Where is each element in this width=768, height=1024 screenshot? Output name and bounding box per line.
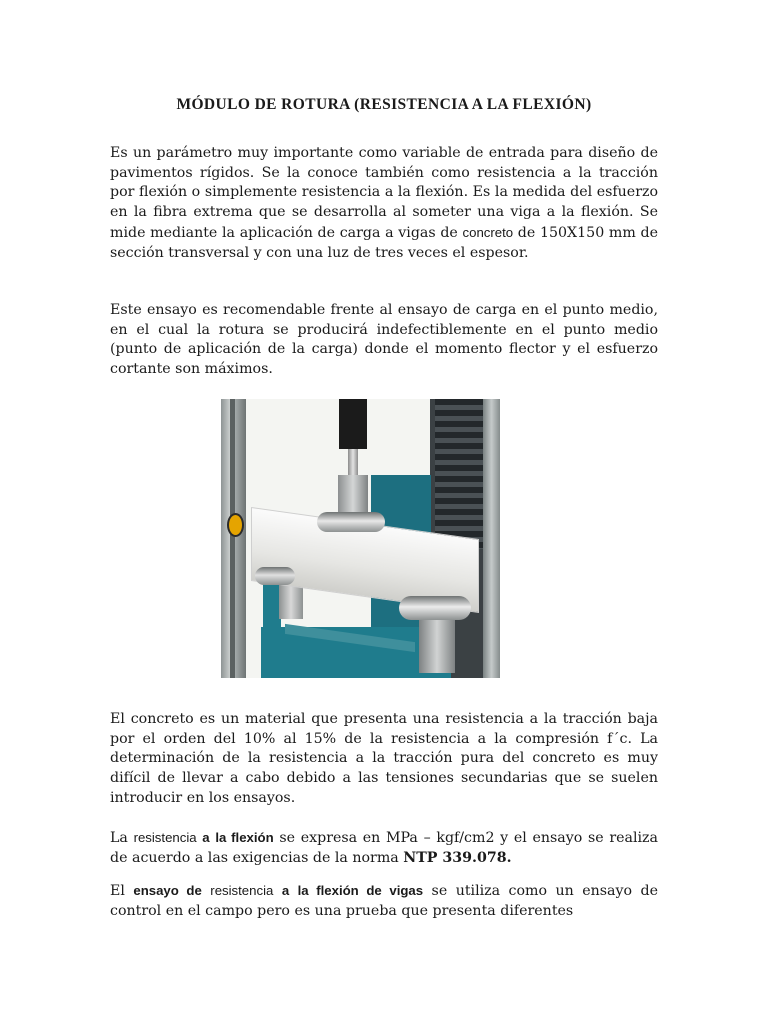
p4-norm-ntp: NTP 339.078. <box>403 849 512 866</box>
p5-term-a: a <box>281 883 290 898</box>
p5-text-a: El <box>110 883 134 899</box>
bellows-cover <box>435 399 483 549</box>
p5-text-f: se utiliza como un ensayo de control en el campo pero es una prueba que presenta diferentes <box>110 883 658 919</box>
column-slot <box>230 399 235 678</box>
p4-text-e: se expresa en MPa – kgf/cm2 y el ensayo se realiza de acuerdo a las exigencias de la norma <box>110 830 658 866</box>
p5-term-flexion-vigas: la flexión de vigas <box>297 883 424 898</box>
p1-term-concreto: concreto <box>462 224 514 240</box>
right-roller <box>399 596 471 620</box>
p1-text-a: Es un parámetro muy importante como variable de entrada para diseño de pavimentos rígidos. Se la conoce también como resistencia a la tracción por flexión o simplemente resistencia a la flexión. Es la medida del esfuerzo en la fibra extrema que se desarrolla al someter una viga a la flexión. Se mide mediante la aplicación de carga a vigas de <box>110 145 658 241</box>
p4-term-a: a <box>202 830 210 845</box>
right-column-edge <box>483 399 500 678</box>
left-support <box>279 583 303 619</box>
page-title: MÓDULO DE ROTURA (RESISTENCIA A LA FLEXIÓN) <box>176 96 592 113</box>
load-cell <box>339 399 367 449</box>
load-stem <box>348 449 358 477</box>
flexural-test-photo <box>221 399 500 678</box>
load-roller <box>317 512 385 532</box>
yellow-knob <box>227 513 244 537</box>
p4-term-resistencia: resistencia <box>133 830 197 845</box>
p5-term-resistencia: resistencia <box>210 883 274 898</box>
left-roller <box>255 567 295 585</box>
paragraph-units-standard <box>110 828 658 868</box>
right-support <box>419 617 455 673</box>
p4-text-a: La <box>110 830 134 846</box>
p1-text-c: de 150X150 mm de sección transversal y con una luz de tres veces el espesor. <box>110 224 658 261</box>
p4-term-flexion: la flexión <box>215 830 274 845</box>
paragraph-test-recommendation: Este ensayo es recomendable frente al ensayo de carga en el punto medio, en el cual la rotura se producirá indefectiblemente en el punto medio (punto de aplicación de la carga) donde el momento flector y el esfuerzo cortante son máximos. <box>110 302 658 378</box>
paragraph-tensile-strength: El concreto es un material que presenta una resistencia a la tracción baja por el orden del 10% al 15% de la resistencia a la compresión f´c. La determinación de la resistencia a la tracción pura del concreto es muy difícil de llevar a cabo debido a las tensiones secundarias que se suelen introducir en los ensayos. <box>110 711 658 806</box>
paragraph-beam-test <box>110 881 658 921</box>
p5-term-ensayo: ensayo de <box>133 883 202 898</box>
load-block <box>338 475 368 515</box>
paragraph-definition <box>110 144 658 263</box>
